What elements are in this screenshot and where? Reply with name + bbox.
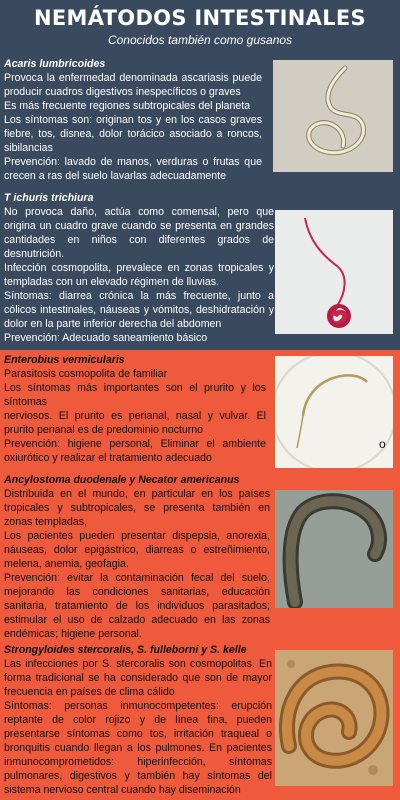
section-ancylostoma-text bbox=[4, 474, 270, 642]
section-heading: Strongyloides stercoralis, S. fulleborni y S. kelle bbox=[4, 644, 247, 656]
paragraph: Infección cosmopolita, prevalece en zonas tropicales y templadas con un elevado régimen de lluvias. bbox=[4, 261, 274, 288]
paragraph: Parasitosis cosmopolita de familiar bbox=[4, 367, 168, 380]
enterobius-worm-image bbox=[275, 356, 393, 468]
ascaris-worm-icon bbox=[273, 60, 393, 172]
paragraph: Distribuida en el mundo, en particular en los países tropicales y subtropicales, se presenta también en zonas templadas, bbox=[4, 487, 270, 528]
paragraph: Prevención: lavado de manos, verduras o frutas que crecen a ras del suelo lavarlas adecuadamente bbox=[4, 155, 262, 182]
page-subtitle: Conocidos también como gusanos bbox=[107, 33, 293, 47]
svg-text:o: o bbox=[379, 437, 386, 451]
paragraph: Provoca la enfermedad denominada ascariasis puede producir cuadros digestivos inespecíficos o graves bbox=[4, 71, 262, 98]
section-enterobius bbox=[0, 350, 400, 472]
section-heading: T ichuris trichiura bbox=[4, 192, 94, 204]
enterobius-worm-icon bbox=[275, 356, 393, 468]
section-heading: Ancylostoma duodenale y Necator americanus bbox=[4, 474, 240, 486]
paragraph: Es más frecuente regiones subtropicales del planeta bbox=[4, 99, 251, 112]
trichuris-worm-image bbox=[275, 210, 393, 334]
paragraph: Los síntomas son: originan tos y en los casos graves fiebre, tos, disnea, dolor torácico asociado a roncos, sibilancias bbox=[4, 113, 262, 154]
trichuris-worm-icon bbox=[275, 210, 393, 334]
ancylostoma-worm-image bbox=[275, 490, 393, 608]
paragraph: Prevención: evitar la contaminación fecal del suelo, mejorando las condiciones sanitarias, educación sanitaria, tratamiento de los individuos parasitados; estimular el uso de calzado adecuado en las zonas endémicas; higiene personal. bbox=[4, 571, 270, 640]
page-header bbox=[0, 0, 400, 56]
section-ancylostoma bbox=[0, 472, 400, 642]
section-trichuris bbox=[0, 190, 400, 350]
paragraph: No provoca daño, actúa como comensal, pero que origina un cuadro grave cuando se presenta en grandes cantidades en niños con diferentes grados de desnutrición. bbox=[4, 205, 274, 260]
paragraph: Los pacientes pueden presentar dispepsia, anorexia, náuseas, dolor epigástrico, diarreas o estreñimiento, melena, anemia, geofagia. bbox=[4, 529, 270, 570]
paragraph: Los síntomas más importantes son el prurito y los síntomas bbox=[4, 381, 266, 408]
ascaris-worm-image bbox=[273, 60, 393, 172]
section-heading: Acaris lumbricoides bbox=[4, 58, 106, 70]
section-strongyloides bbox=[0, 642, 400, 800]
section-strongyloides-text bbox=[4, 644, 272, 798]
paragraph: Prevención: higiene personal, Eliminar el ambiente oxiurótico y realizar el tratamiento adecuado bbox=[4, 437, 266, 464]
strongyloides-worm-icon bbox=[275, 650, 393, 786]
page-title: NEMÁTODOS INTESTINALES bbox=[34, 6, 366, 30]
paragraph: Las infecciones por S. stercoralis son cosmopolitas. En forma tradicional se ha considerado que son de mayor frecuencia en países de clima cálido bbox=[4, 657, 272, 698]
paragraph: nerviosos. El prurito es perianal, nasal y vulvar. El prurito perianal es de predominio nocturno bbox=[4, 409, 266, 436]
paragraph: Síntomas: personas inmunocompetentes: erupción reptante de color rojizo y de línea fina, pueden presentarse síntomas como tos, irritación traqueal o bronquitis cuando llegan a los pulmones. En pacientes inmunocomprometidos: hiperinfección, síntomas pulmonares, digestivos y también hay síntomas del sistema nervioso central cuando hay diseminación bbox=[4, 699, 272, 796]
section-trichuris-text bbox=[4, 192, 274, 346]
strongyloides-worm-image bbox=[275, 650, 393, 786]
section-heading: Enterobius vermicularis bbox=[4, 354, 125, 366]
paragraph: Síntomas: diarrea crónica la más frecuente, junto a cólicos intestinales, náuseas y vómitos, deshidratación y dolor en la parte inferior derecha del abdomen bbox=[4, 289, 274, 330]
section-ascaris bbox=[0, 56, 400, 190]
ancylostoma-worm-icon bbox=[275, 490, 393, 608]
section-enterobius-text bbox=[4, 354, 266, 466]
section-ascaris-text bbox=[4, 58, 262, 184]
paragraph: Prevención: Adecuado saneamiento básico bbox=[4, 331, 208, 344]
